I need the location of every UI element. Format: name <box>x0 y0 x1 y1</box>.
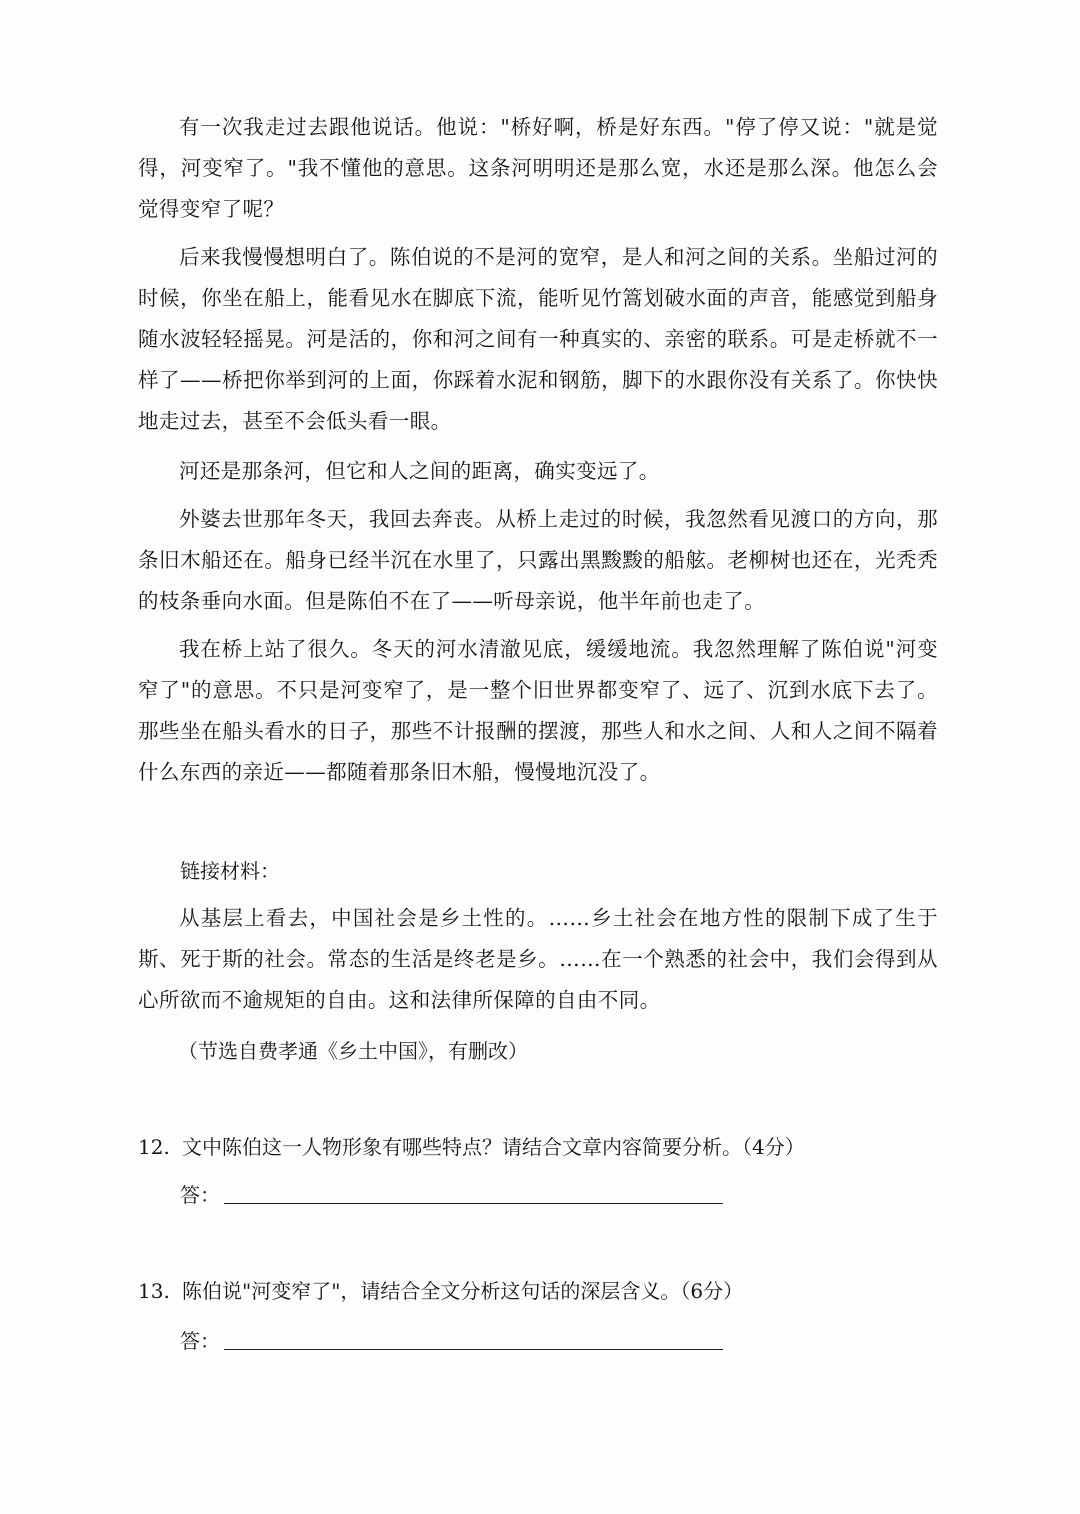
passage-paragraph-2: 后来我慢慢想明白了。陈伯说的不是河的宽窄，是人和河之间的关系。坐船过河的时候，你坐在船上，能看见水在脚底下流，能听见竹篙划破水面的声音，能感觉到船身随水波轻轻摇晃。河是活的，你和河之间有一种真实的、亲密的联系。可是走桥就不一样了——桥把你举到河的上面，你踩着水泥和钢筋，脚下的水跟你没有关系了。你快快地走过去，甚至不会低头看一眼。 <box>138 245 938 433</box>
question-number: 13. <box>138 1279 170 1303</box>
passage-paragraph-4: 外婆去世那年冬天，我回去奔丧。从桥上走过的时候，我忽然看见渡口的方向，那条旧木船还在。船身已经半沉在水里了，只露出黑黢黢的船舷。老柳树也还在，光秃秃的枝条垂向水面。但是陈伯不在了——听母亲说，他半年前也走了。 <box>138 507 938 613</box>
answer-line-13[interactable] <box>224 1349 723 1350</box>
passage-paragraph-5: 我在桥上站了很久。冬天的河水清澈见底，缓缓地流。我忽然理解了陈伯说"河变窄了"的意思。不只是河变窄了，是一整个旧世界都变窄了、远了、沉到水底下去了。那些坐在船头看水的日子，那些不计报酬的摆渡，那些人和水之间、人和人之间不隔着什么东西的亲近——都随着那条旧木船，慢慢地沉没了。 <box>138 637 938 784</box>
question-text: 陈伯说"河变窄了"，请结合全文分析这句话的深层含义。（6分） <box>182 1279 744 1303</box>
link-material-source: （节选自费孝通《乡土中国》，有删改） <box>178 1039 528 1063</box>
link-material-title: 链接材料： <box>180 859 280 883</box>
answer-label-12: 答： <box>180 1183 220 1207</box>
question-text: 文中陈伯这一人物形象有哪些特点？请结合文章内容简要分析。（4分） <box>182 1135 805 1159</box>
question-number: 12. <box>138 1135 170 1159</box>
question-12 <box>138 1132 805 1162</box>
question-13 <box>138 1276 743 1306</box>
passage-paragraph-1: 有一次我走过去跟他说话。他说："桥好啊，桥是好东西。"停了停又说："就是觉得，河变窄了。"我不懂他的意思。这条河明明还是那么宽，水还是那么深。他怎么会觉得变窄了呢？ <box>138 115 938 221</box>
passage-paragraph-3: 河还是那条河，但它和人之间的距离，确实变远了。 <box>179 459 660 483</box>
link-material-text: 从基层上看去，中国社会是乡土性的。……乡土社会在地方性的限制下成了生于斯、死于斯的社会。常态的生活是终老是乡。……在一个熟悉的社会中，我们会得到从心所欲而不逾规矩的自由。这和法律所保障的自由不同。 <box>138 906 938 1012</box>
answer-label-13: 答： <box>180 1329 220 1353</box>
answer-line-12[interactable] <box>224 1203 723 1204</box>
